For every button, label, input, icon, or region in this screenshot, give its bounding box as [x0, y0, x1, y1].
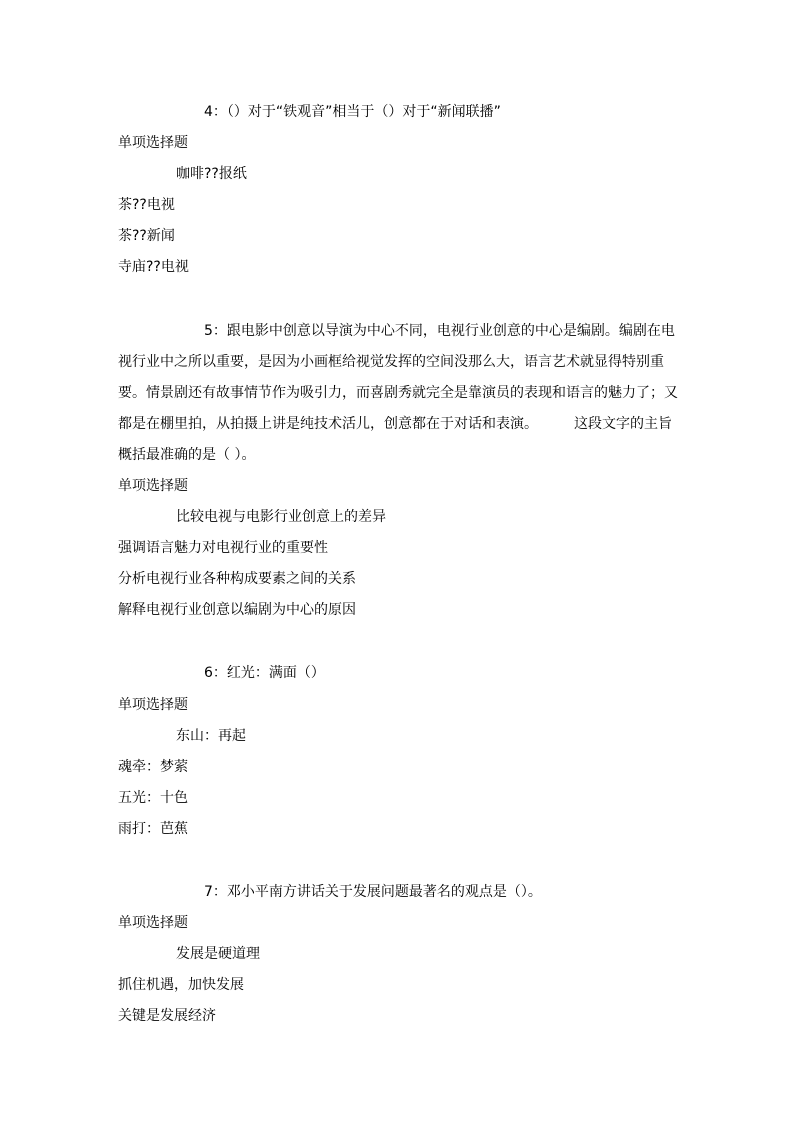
question-4-option-b: 茶??电视 [118, 197, 175, 213]
question-5-option-b: 强调语言魅力对电视行业的重要性 [118, 540, 328, 556]
question-7-type: 单项选择题 [118, 915, 188, 931]
question-7-stem: 7：邓小平南方讲话关于发展问题最著名的观点是（）。 [204, 884, 542, 900]
question-5-option-d: 解释电视行业创意以编剧为中心的原因 [118, 602, 356, 618]
question-4-option-a: 咖啡??报纸 [176, 166, 247, 182]
question-4-stem: 4：（）对于“铁观音”相当于（）对于“新闻联播” [204, 104, 501, 120]
question-6-type: 单项选择题 [118, 697, 188, 713]
question-6-option-a: 东山：再起 [176, 728, 246, 744]
question-6-option-b: 魂牵：梦萦 [118, 759, 188, 775]
question-4-type: 单项选择题 [118, 135, 188, 151]
question-4-option-c: 茶??新闻 [118, 228, 175, 244]
question-5-option-a: 比较电视与电影行业创意上的差异 [176, 509, 386, 525]
question-7-option-a: 发展是硬道理 [176, 946, 260, 962]
question-5-type: 单项选择题 [118, 478, 188, 494]
question-5-stem-body: 5：跟电影中创意以导演为中心不同，电视行业创意的中心是编剧。编剧在电视行业中之所以重要，是因为小画框给视觉发挥的空间没那么大，语言艺术就显得特别重要。情景剧还有故事情节作为吸引力，而喜剧秀就完全是靠演员的表现和语言的魅力了；又都是在棚里拍，从拍摄上讲是纯技术活儿，创意都在于对话和表演。 [118, 323, 678, 432]
question-5-stem-ask: 这段文字的主旨概括最准确的是（ ）。 [118, 416, 672, 463]
question-5-option-c: 分析电视行业各种构成要素之间的关系 [118, 571, 356, 587]
question-4-option-d: 寺庙??电视 [118, 259, 189, 275]
question-5-stem [118, 316, 678, 471]
question-6-stem: 6：红光：满面（） [204, 665, 325, 681]
question-7-option-c: 关键是发展经济 [118, 1008, 216, 1024]
question-6-option-d: 雨打：芭蕉 [118, 821, 188, 837]
question-7-option-b: 抓住机遇，加快发展 [118, 977, 244, 993]
question-6-option-c: 五光：十色 [118, 790, 188, 806]
